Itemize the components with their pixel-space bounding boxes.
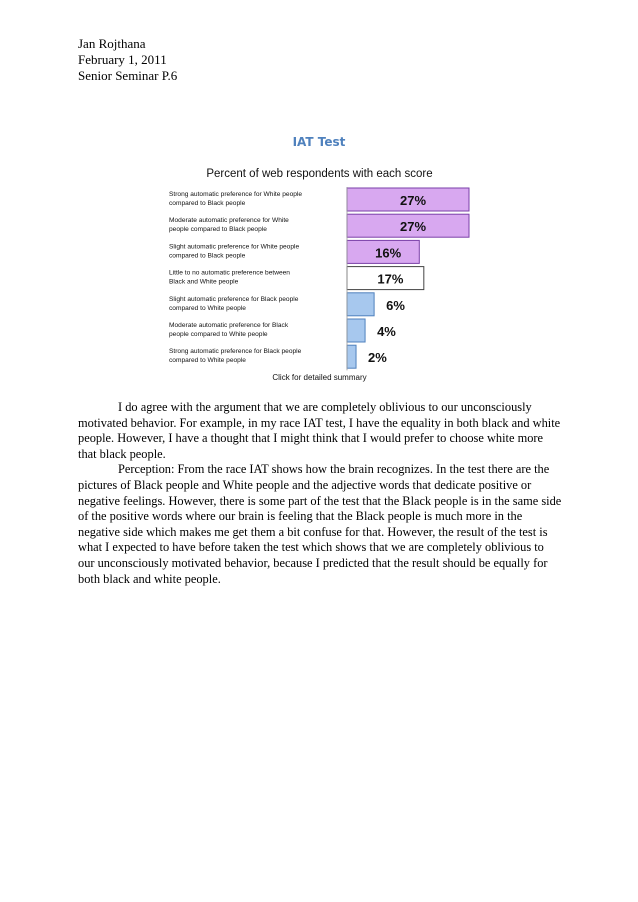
paragraph-1: I do agree with the argument that we are completely oblivious to our unconsciously motivated behavior. For example, in my race IAT test, I have the equality in both black and white people. However, I have a thought that I might think that I would prefer to choose white more that black people. bbox=[78, 400, 561, 461]
bar bbox=[347, 319, 365, 342]
category-label: Slight automatic preference for Black people bbox=[169, 295, 299, 303]
value-label: 16% bbox=[375, 245, 402, 261]
category-label: Moderate automatic preference for White bbox=[169, 217, 289, 225]
category-label: Moderate automatic preference for Black bbox=[169, 322, 289, 329]
author-name: Jan Rojthana bbox=[78, 36, 146, 51]
detailed-summary-link[interactable]: Click for detailed summary bbox=[272, 373, 367, 382]
category-label: compared to White people bbox=[169, 357, 246, 365]
paragraph-2: Perception: From the race IAT shows how the brain recognizes. In the test there are the pictures of Black people and White people and the adjective words that dedicate positive or negative feelings. However, there is some part of the test that the Black people is in the same side of the positive words where our brain is feeling that the Black people is much more in the negative side which makes me get them a bit confuse for that. However, the result of the test is what I expected to have before taken the test which shows that we are completely oblivious to our unconsciously motivated behavior, because I predicted that the result should be equally for both black and white people. bbox=[78, 462, 562, 586]
course-name: Senior Seminar P.6 bbox=[78, 68, 178, 83]
value-label: 27% bbox=[400, 193, 427, 208]
category-label: compared to Black people bbox=[169, 200, 246, 207]
document-date: February 1, 2011 bbox=[78, 52, 167, 67]
value-label: 4% bbox=[377, 324, 396, 339]
bar bbox=[347, 345, 356, 368]
category-label: compared to Black people bbox=[169, 252, 246, 260]
category-label: Little to no automatic preference between bbox=[169, 269, 290, 277]
category-label: Strong automatic preference for White people bbox=[169, 191, 303, 198]
category-label: Black and White people bbox=[169, 278, 239, 286]
value-label: 6% bbox=[386, 297, 405, 313]
value-label: 17% bbox=[377, 271, 404, 287]
bar-chart bbox=[167, 186, 472, 371]
bar-chart-svg bbox=[167, 186, 472, 371]
category-label: people compared to White people bbox=[169, 331, 268, 338]
value-label: 2% bbox=[368, 350, 387, 366]
value-label: 27% bbox=[400, 219, 427, 235]
document-title: IAT Test bbox=[292, 135, 346, 149]
document-header bbox=[78, 36, 177, 84]
bar bbox=[347, 293, 374, 316]
category-label: compared to White people bbox=[169, 304, 246, 312]
category-label: people compared to Black people bbox=[169, 226, 267, 234]
chart-title: Percent of web respondents with each score bbox=[206, 168, 433, 180]
category-label: Slight automatic preference for White people bbox=[169, 243, 300, 251]
iat-results-figure bbox=[167, 168, 472, 388]
category-label: Strong automatic preference for Black people bbox=[169, 348, 302, 356]
essay-body bbox=[78, 400, 562, 587]
